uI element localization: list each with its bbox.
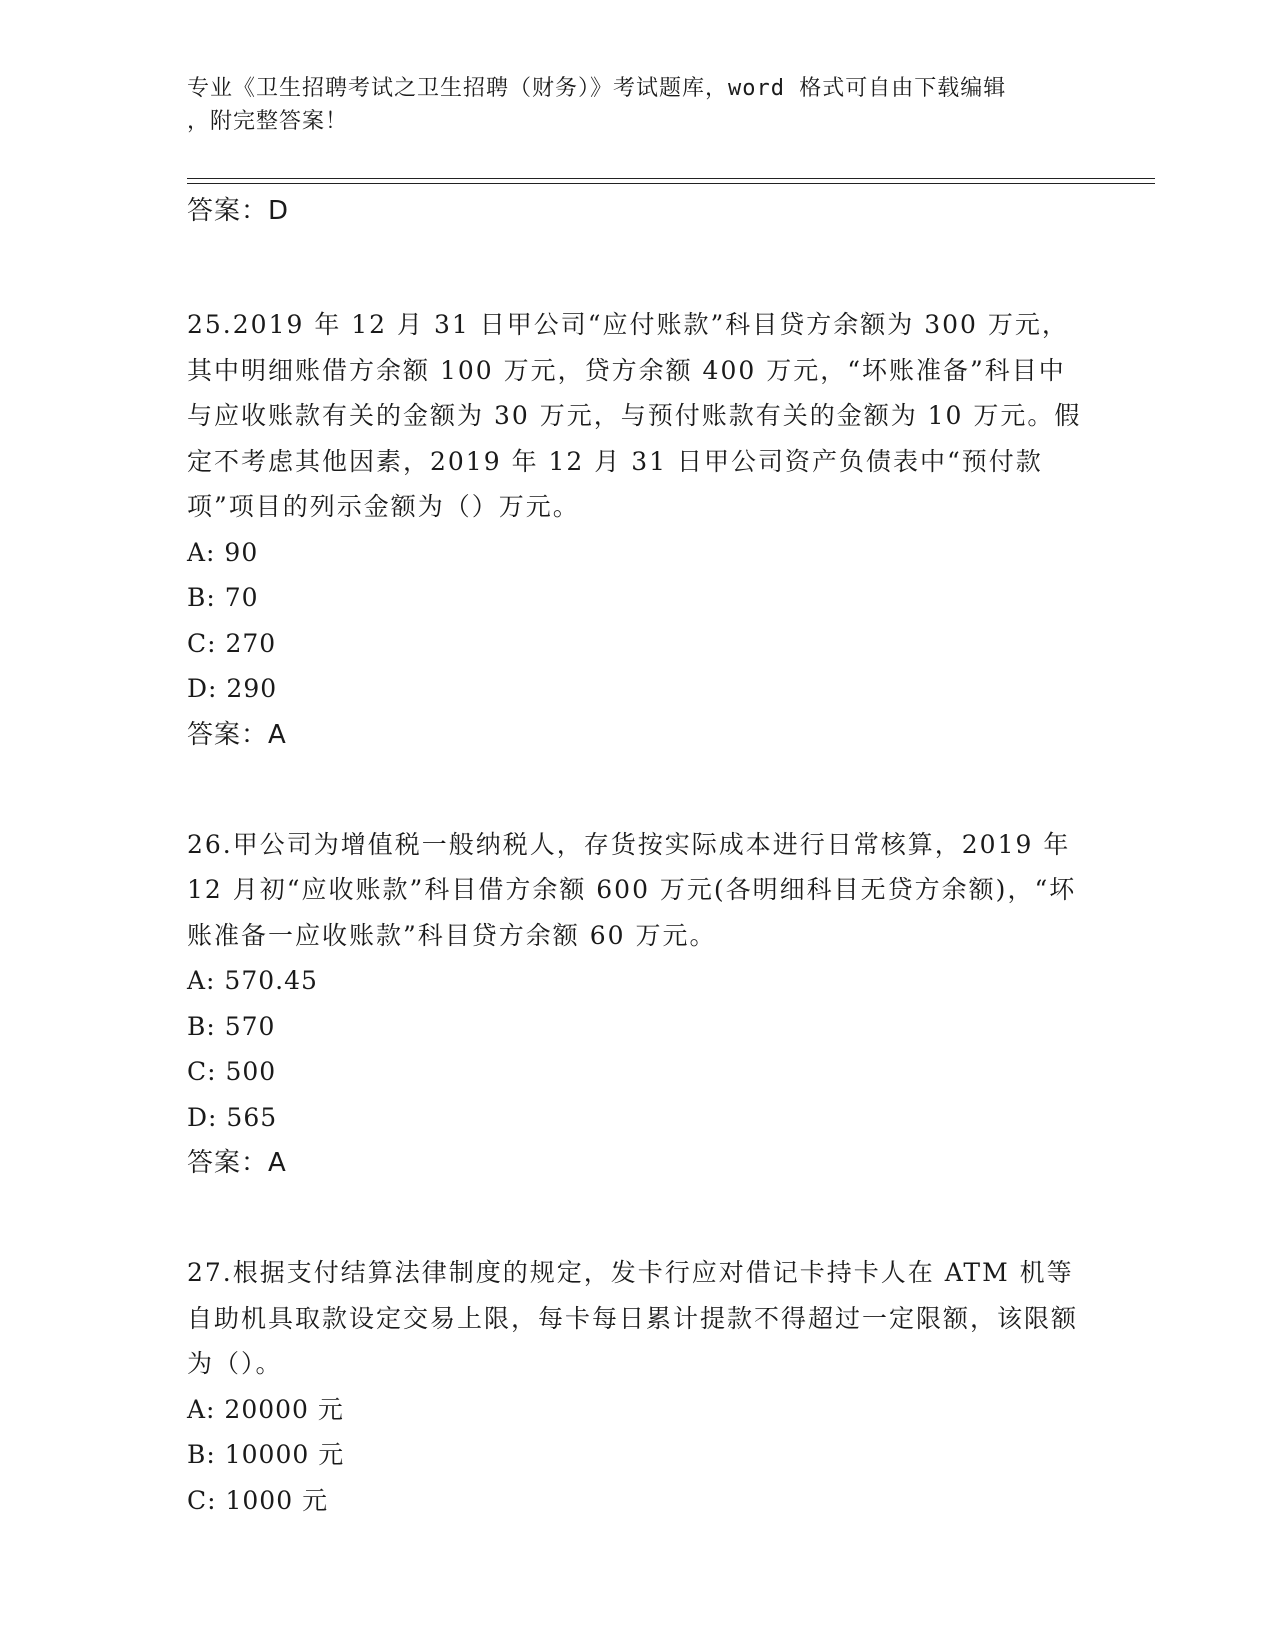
previous-answer: 答案：D <box>187 196 290 226</box>
option-c: C: 270 <box>187 628 277 658</box>
question-26 <box>187 822 1087 1187</box>
header-divider <box>187 178 1155 184</box>
question-text: 27.根据支付结算法律制度的规定，发卡行应对借记卡持卡人在 ATM 机等自助机具取款设定交易上限，每卡每日累计提款不得超过一定限额，该限额为（）。 <box>187 1258 1079 1378</box>
option-a: A: 90 <box>187 537 259 567</box>
question-text: 26.甲公司为增值税一般纳税人，存货按实际成本进行日常核算，2019 年 12 月初“应收账款”科目借方余额 600 万元(各明细科目无贷方余额)，“坏账准备一应收账款”科目贷方余额 60 万元。 <box>187 829 1077 950</box>
option-b: B: 570 <box>187 1011 276 1041</box>
question-27 <box>187 1250 1087 1523</box>
option-c: C: 1000 元 <box>187 1485 329 1515</box>
question-25 <box>187 302 1087 758</box>
option-d: D: 565 <box>187 1102 278 1132</box>
option-a: A: 570.45 <box>187 966 318 995</box>
header-line-2: ，附完整答案！ <box>187 109 349 134</box>
page-header <box>187 72 1087 138</box>
option-a: A: 20000 元 <box>187 1394 344 1424</box>
answer: 答案：A <box>187 719 287 750</box>
option-b: B: 10000 元 <box>187 1440 345 1469</box>
document-body <box>187 188 1087 1523</box>
option-d: D: 290 <box>187 674 278 703</box>
option-c: C: 500 <box>187 1057 277 1086</box>
answer: 答案：A <box>187 1148 287 1178</box>
question-text: 25.2019 年 12 月 31 日甲公司“应付账款”科目贷方余额为 300 万元，其中明细账借方余额 100 万元，贷方余额 400 万元，“坏账准备”科目中与应收账款有关的金额为 30 万元，与预付账款有关的金额为 10 万元。假定不考虑其他因素，2019 年 12 月 31 日甲公司资产负债表中“预付款项”项目的列示金额为（）万元。 <box>187 310 1082 521</box>
option-b: B: 70 <box>187 583 259 612</box>
header-line-1: 专业《卫生招聘考试之卫生招聘（财务）》考试题库，word 格式可自由下载编辑 <box>187 76 1007 101</box>
